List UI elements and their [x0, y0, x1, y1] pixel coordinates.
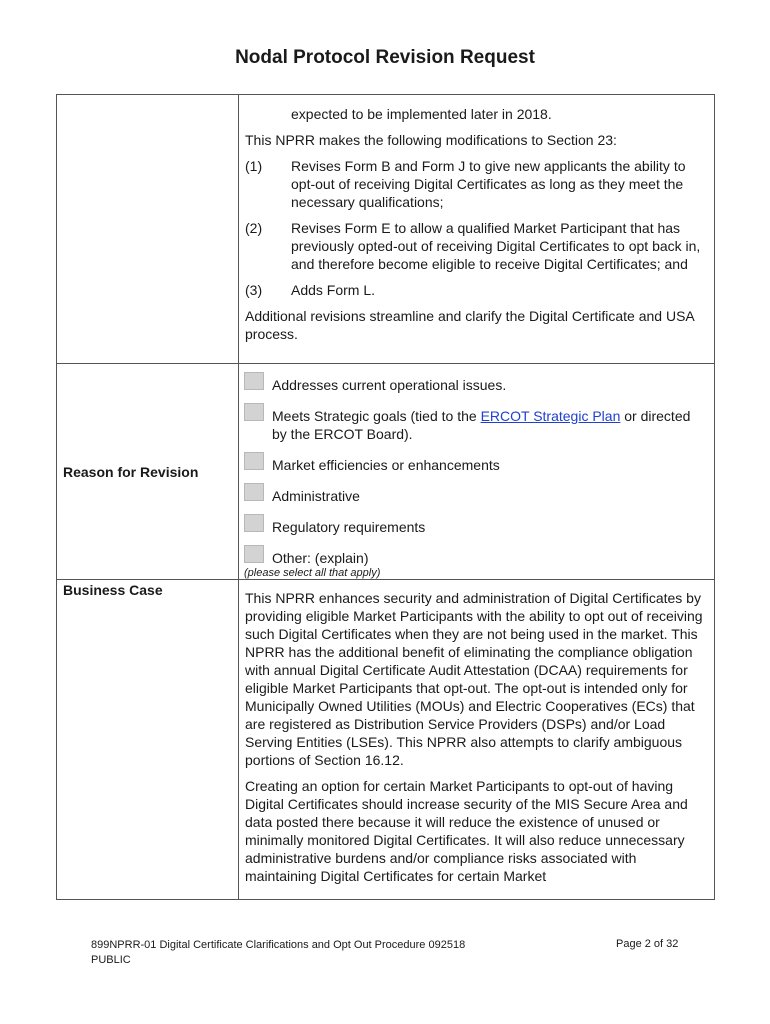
- business-case-paragraph: Creating an option for certain Market Participants to opt-out of having Digital Certificates should increase security of the MIS Secure Area and data posted there because it will reduce the existence of unused or minimally monitored Digital Certificates. It will also reduce unnecessary administrative burdens and/or compliance risks associated with maintaining Digital Certificates for certain Market: [245, 778, 688, 884]
- item-text: Revises Form B and Form J to give new applicants the ability to opt-out of receiving Digital Certificates as long as they meet the necessary qualifications;: [291, 158, 686, 210]
- reason-option-regulatory[interactable]: [244, 518, 706, 536]
- option-label: Addresses current operational issues.: [272, 377, 507, 393]
- footer-classification: PUBLIC: [91, 954, 131, 966]
- option-label: Regulatory requirements: [272, 519, 426, 535]
- footer: [91, 938, 465, 968]
- reason-option-other[interactable]: [244, 549, 706, 567]
- row-divider: [57, 363, 714, 364]
- checkbox[interactable]: [244, 545, 264, 563]
- item-number: (2): [245, 220, 263, 236]
- ercot-strategic-plan-link[interactable]: ERCOT Strategic Plan: [480, 408, 621, 424]
- checkbox[interactable]: [244, 403, 264, 421]
- modification-item: [245, 281, 707, 299]
- item-number: (3): [245, 282, 263, 298]
- reason-option-strategic[interactable]: [244, 407, 706, 443]
- option-label: Market efficiencies or enhancements: [272, 457, 500, 473]
- option-label: Meets Strategic goals (tied to the: [272, 408, 481, 424]
- checkbox[interactable]: [244, 372, 264, 390]
- business-case-paragraph: This NPRR enhances security and administration of Digital Certificates by providing eligible Market Participants with the ability to opt out of receiving such Digital Certificates when they are not being used in the market. This NPRR has the additional benefit of eliminating the compliance obligation with annual Digital Certificate Audit Attestation (DCAA) requirements for eligible Market Participants that opt-out. The opt-out is intended only for Municipally Owned Utilities (MOUs) and Electric Cooperatives (ECs) that are registered as Distribution Service Providers (DSPs) and/or Load Serving Entities (LSEs). This NPRR also attempts to clarify ambiguous portions of Section 16.12.: [245, 590, 703, 768]
- option-label: or directed by the ERCOT Board).: [272, 408, 691, 442]
- page-title: Nodal Protocol Revision Request: [235, 47, 535, 68]
- modification-item: [245, 219, 707, 273]
- revision-table: [56, 94, 715, 900]
- column-divider: [238, 95, 239, 899]
- reason-option-operational[interactable]: [244, 376, 706, 394]
- description-continuation: expected to be implemented later in 2018.: [291, 106, 552, 122]
- reason-options: [244, 376, 706, 580]
- reason-option-market-efficiencies[interactable]: [244, 456, 706, 474]
- item-text: Revises Form E to allow a qualified Market Participant that has previously opted-out of receiving Digital Certificates to opt back in, and therefore become eligible to receive Digital Certificates; and: [291, 220, 701, 272]
- description-cell: [245, 105, 707, 343]
- business-case-cell: [245, 589, 707, 885]
- checkbox[interactable]: [244, 514, 264, 532]
- select-all-note: (please select all that apply): [244, 567, 381, 579]
- option-label: Other: (explain): [272, 550, 369, 566]
- business-case-label: Business Case: [63, 582, 163, 598]
- description-intro: This NPRR makes the following modifications to Section 23:: [245, 132, 617, 148]
- reason-label: Reason for Revision: [63, 464, 199, 480]
- footer-document-name: 899NPRR-01 Digital Certificate Clarifications and Opt Out Procedure 092518: [91, 939, 466, 951]
- reason-option-administrative[interactable]: [244, 487, 706, 505]
- checkbox[interactable]: [244, 452, 264, 470]
- page-number: Page 2 of 32: [616, 938, 679, 950]
- option-label: Administrative: [272, 488, 360, 504]
- item-number: (1): [245, 158, 263, 174]
- description-additional: Additional revisions streamline and clarify the Digital Certificate and USA process.: [245, 308, 694, 342]
- modification-item: [245, 157, 707, 211]
- item-text: Adds Form L.: [291, 282, 376, 298]
- checkbox[interactable]: [244, 483, 264, 501]
